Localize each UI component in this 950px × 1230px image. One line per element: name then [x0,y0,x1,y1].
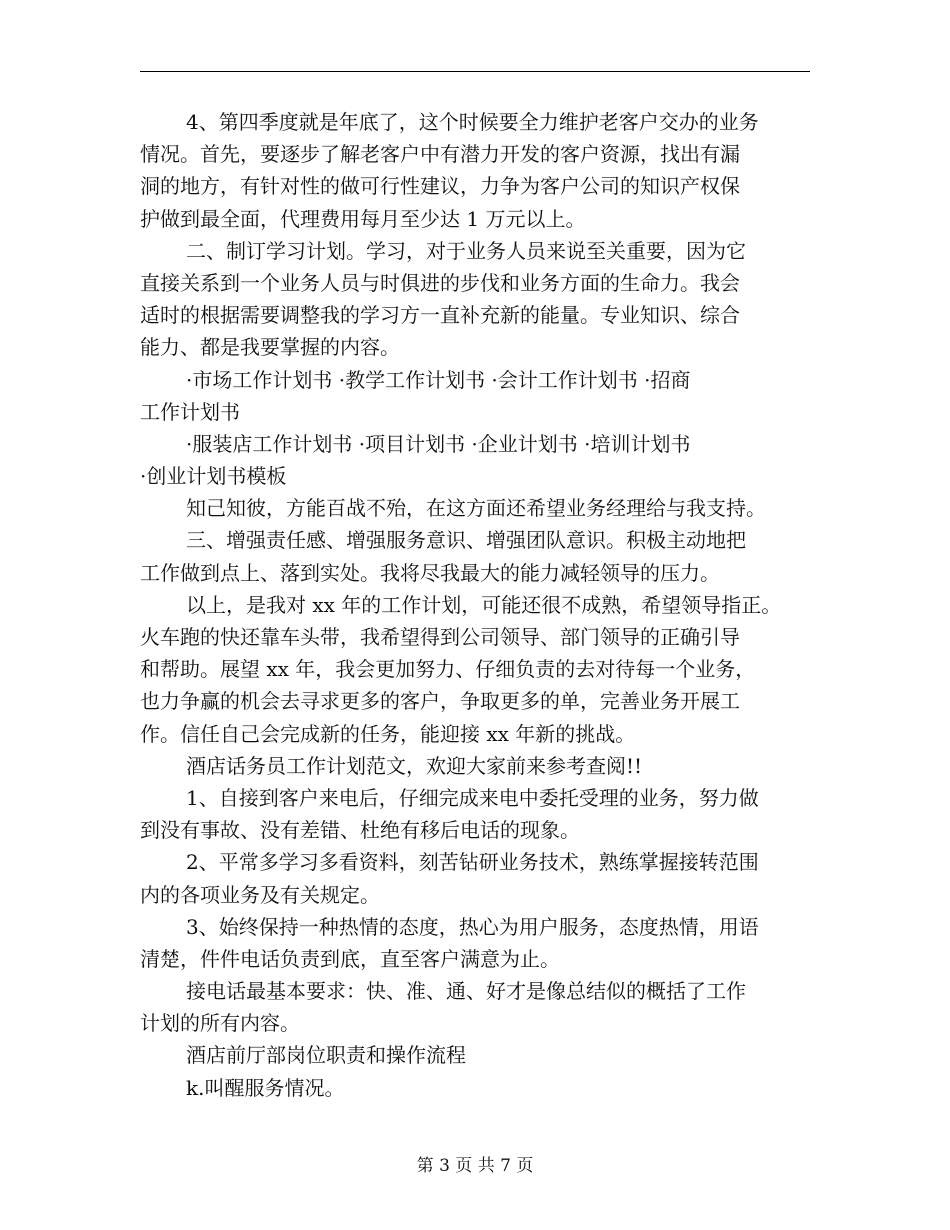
text-line: ·服装店工作计划书 ·项目计划书 ·企业计划书 ·培训计划书 [186,431,691,456]
document-body [140,106,812,1104]
header-rule [140,71,810,72]
text-line: 能力、都是我要掌握的内容。 [140,335,400,360]
text-line: 接电话最基本要求：快、准、通、好才是像总结似的概括了工作 [186,979,746,1004]
text-line: 4、第四季度就是年底了，这个时候要全力维护老客户交办的业务 [186,110,759,134]
text-line: 到没有事故、没有差错、杜绝有移后电话的现象。 [140,818,580,843]
text-line: 护做到最全面，代理费用每月至少达 1 万元以上。 [140,206,586,231]
text-line: 酒店话务员工作计划范文，欢迎大家前来参考查阅!! [186,753,643,778]
text-line: 直接关系到一个业务人员与时俱进的步伐和业务方面的生命力。我会 [140,270,740,295]
text-line: 酒店前厅部岗位职责和操作流程 [186,1043,466,1068]
text-line: k.叫醒服务情况。 [186,1075,345,1100]
text-line: 计划的所有内容。 [140,1011,300,1036]
text-line: 洞的地方，有针对性的做可行性建议，力争为客户公司的知识产权保 [140,174,740,199]
text-line: 也力争赢的机会去寻求更多的客户，争取更多的单，完善业务开展工 [140,689,740,714]
text-line: 内的各项业务及有关规定。 [140,882,380,907]
text-line: 三、增强责任感、增强服务意识、增强团队意识。积极主动地把 [186,528,746,553]
text-line: ·市场工作计划书 ·教学工作计划书 ·会计工作计划书 ·招商 [186,367,691,392]
text-line: 知己知彼，方能百战不殆，在这方面还希望业务经理给与我支持。 [186,496,766,521]
text-line: 情况。首先，要逐步了解老客户中有潜力开发的客户资源，找出有漏 [140,142,740,167]
text-line: 适时的根据需要调整我的学习方一直补充新的能量。专业知识、综合 [140,303,740,328]
text-line: 清楚，件件电话负责到底，直至客户满意为止。 [140,946,560,971]
text-line: 二、制订学习计划。学习，对于业务人员来说至关重要，因为它 [186,238,746,263]
text-line: ·创业计划书模板 [140,464,287,489]
text-line: 工作计划书 [140,399,240,424]
text-line: 工作做到点上、落到实处。我将尽我最大的能力减轻领导的压力。 [140,560,720,585]
text-line: 和帮助。展望 xx 年，我会更加努力、仔细负责的去对待每一个业务， [140,657,756,682]
text-line: 以上，是我对 xx 年的工作计划，可能还很不成熟，希望领导指正。 [186,592,782,617]
text-line: 2、平常多学习多看资料，刻苦钻研业务技术，熟练掌握接转范围 [186,850,759,875]
text-line: 3、始终保持一种热情的态度，热心为用户服务，态度热情，用语 [186,914,759,939]
text-line: 火车跑的快还靠车头带，我希望得到公司领导、部门领导的正确引导 [140,625,740,649]
text-line: 作。信任自己会完成新的任务，能迎接 xx 年新的挑战。 [140,721,636,746]
page-number: 第 3 页 共 7 页 [416,1156,534,1176]
text-line: 1、自接到客户来电后，仔细完成来电中委托受理的业务，努力做 [186,785,759,810]
